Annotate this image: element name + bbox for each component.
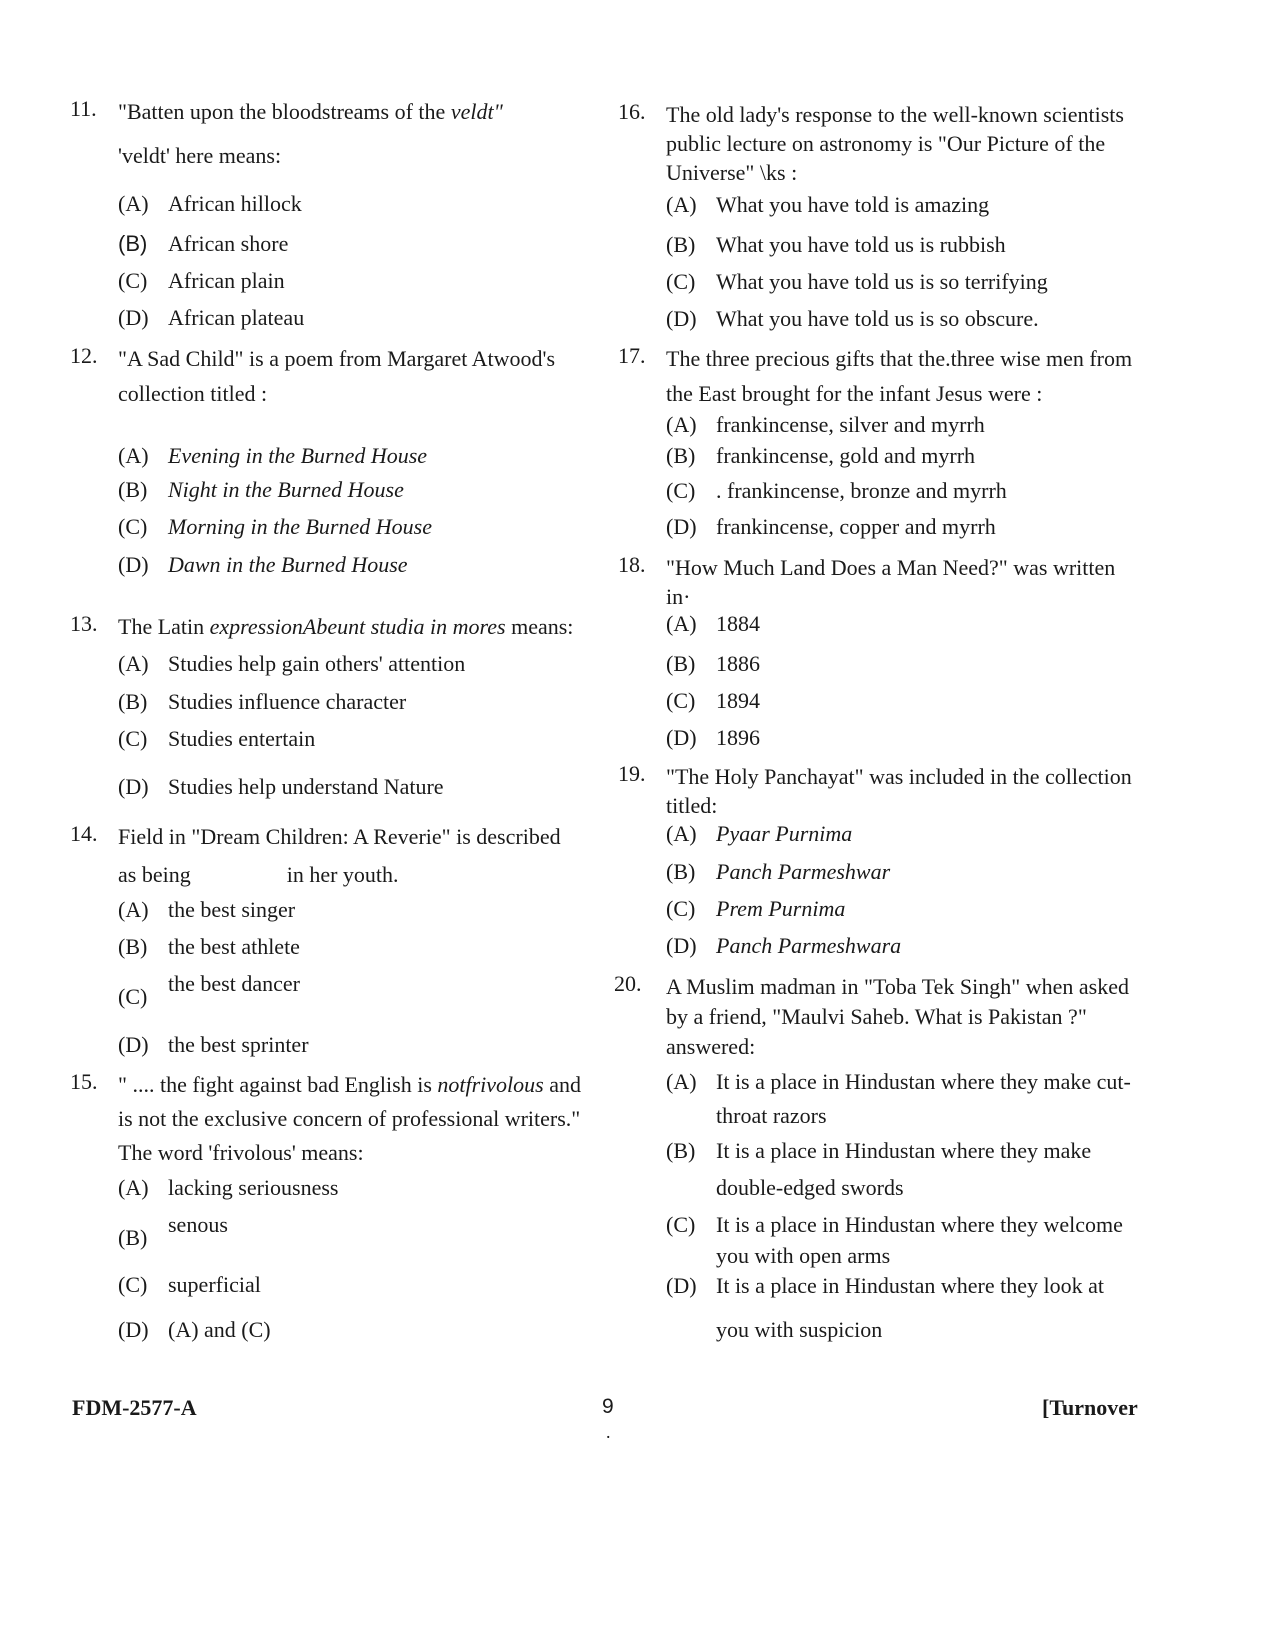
question-text-line: titled: [666,793,718,818]
paper-code: FDM-2577-A [72,1395,197,1420]
question-number: 12. [70,343,98,368]
question-text-line: The word 'frivolous' means: [118,1140,364,1165]
question-text-line: by a friend, "Maulvi Saheb. What is Pakistan ?" [666,1004,1087,1029]
question-text-line: in· [666,584,691,609]
exam-page: 11. "Batten upon the bloodstreams of the veldt" 'veldt' here means: (A) African hillock (B) African shore (C) African plain (D) African plateau 12. "A Sad Child" is a poem from Margaret Atwood's collection titled : (A) Evening in the Burned House (B) Night in the Burned House (C) Morning in the Burned House (D) Dawn in the Burned House 13. The Latin expressionAbeunt studia in mores means: (A) Studies help gain others' attention (B) Studies influence character (C) Studies entertain (D) Studies help understand Nature 14. Field in "Dream Children: A Reverie" is described as being in her youth. (A) the best singer (B) the best athlete (C) the best dancer (D) the best sprinter 15. " .... the fight against bad English is notfrivolous and is not the exclusive concern of professional writers." The word 'frivolous' means: (A) lacking seriousness (B) senous (C) superficial (D) (A) and (C) 16. The old lady's response to the well-known scientists public lecture on astronomy is "Our Picture of the Universe" \ks : (A) What you have told is amazing (B) What you have told us is rubbish (C) What you have told us is so terrifying (D) What you have told us is so obscure. 17. The three precious gifts that the.three wise men from the East brought for the infant Jesus were : (A) frankincense, silver and myrrh (B) frankincense, gold and myrrh (C) . frankincense, bronze and myrrh (D) frankincense, copper and myrrh 18. "How Much Land Does a Man Need?" was written in· (A) 1884 (B) 1886 (C) 1894 (D) 1896 19. "The Holy Panchayat" was included in the collection titled: (A) Pyaar Purnima (B) Panch Parmeshwar (C) Prem Purnima (D) Panch Parmeshwara 20. A Muslim madman in "Toba Tek Singh" when asked by a friend, "Maulvi Saheb. What is Pakistan ?" answered: (A) It is a place in Hindustan where they make cut- throat razors (B) It is a place in Hindustan where they make double-edged swords (C) It is a place in Hindustan where they welcome you with open arms (D) It is a place in Hindustan where they look at you with suspicion FDM-2577-A 9 . [Turnover [0,0,1275,1651]
turnover-label: [Turnover [1042,1395,1138,1420]
question-number: 19. [618,761,646,786]
question-number: 18. [618,552,646,577]
page-number: 9 [602,1395,614,1418]
question-text-line: the East brought for the infant Jesus were : [666,381,1043,406]
question-text-line: is not the exclusive concern of professional writers." [118,1106,581,1131]
question-text: Field in "Dream Children: A Reverie" is described [118,824,561,849]
question-number: 14. [70,821,98,846]
question-text: "Batten upon the bloodstreams of the veldt" [118,99,503,124]
question-text-line: answered: [666,1034,756,1059]
question-text-line: as being in her youth. [118,862,399,887]
question-number: 16. [618,99,646,124]
question-text: "How Much Land Does a Man Need?" was written [666,555,1116,580]
question-text: "A Sad Child" is a poem from Margaret Atwood's [118,346,556,371]
question-text-line: collection titled : [118,381,268,406]
question-text: " .... the fight against bad English is notfrivolous and [118,1072,581,1097]
question-text: The old lady's response to the well-known scientists [666,102,1124,127]
question-number: 20. [614,971,642,996]
question-number: 11. [70,96,97,121]
stray-dot: . [606,1422,611,1442]
question-text-line: 'veldt' here means: [118,143,282,168]
question-text: A Muslim madman in "Toba Tek Singh" when asked [666,974,1129,999]
question-number: 13. [70,611,98,636]
question-text-line: public lecture on astronomy is "Our Picture of the [666,131,1106,156]
question-number: 17. [618,343,646,368]
question-text: The three precious gifts that the.three wise men from [666,346,1133,371]
question-text: "The Holy Panchayat" was included in the collection [666,764,1132,789]
question-text: The Latin expressionAbeunt studia in mores means: [118,614,574,639]
question-number: 15. [70,1069,98,1094]
question-text-line: Universe" \ks : [666,160,798,185]
